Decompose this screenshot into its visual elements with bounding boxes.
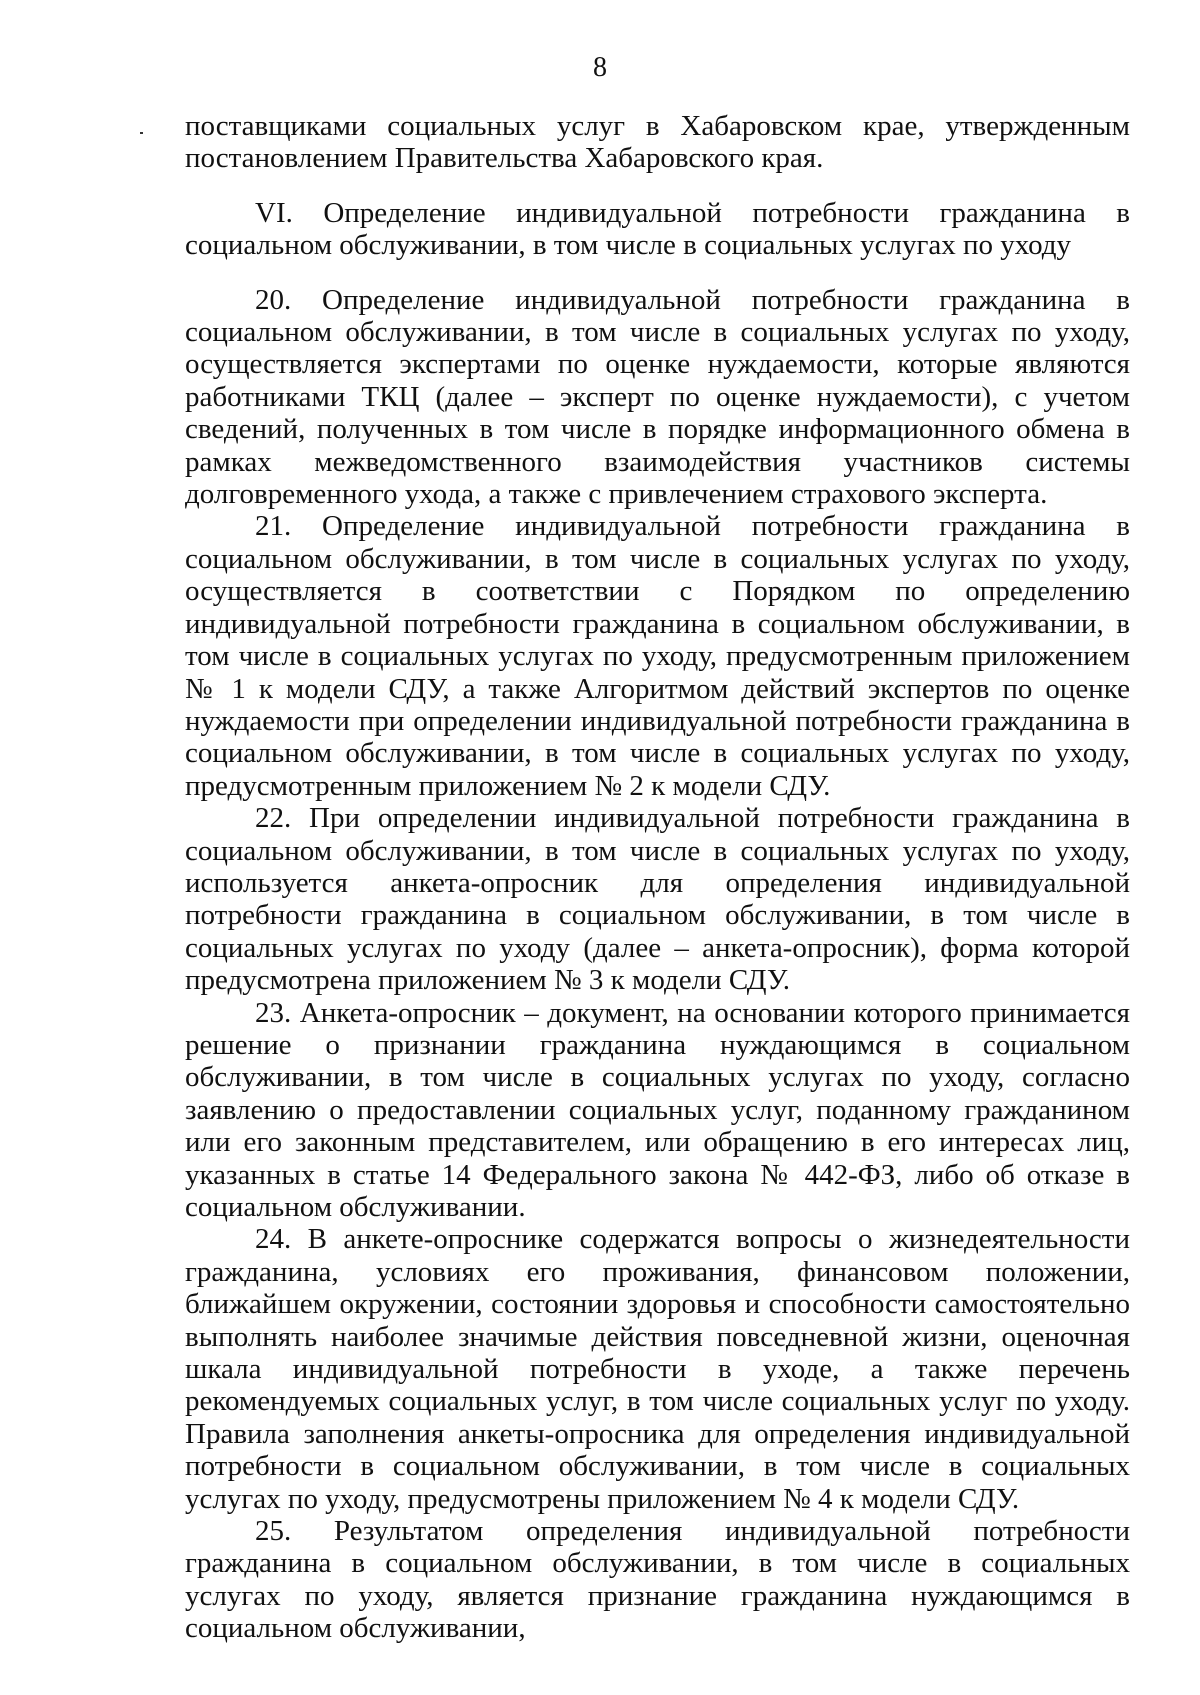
paragraph-24: 24. В анкете-опроснике содержатся вопросы о жизнедеятельности гражданина, условиях его проживания, финансовом положении, ближайшем окружении, состоянии здоровья и способности самостоятельно выполнять наиболее значимые действия повседневной жизни, оценочная шкала индивидуальной потребности в уходе, а также перечень рекомендуемых социальных услуг, в том числе социальных услуг по уходу. Правила заполнения анкеты-опросника для определения индивидуальной потребности в социальном обслуживании, в том числе в социальных услугах по уходу, предусмотрены приложением № 4 к модели СДУ. bbox=[185, 1223, 1130, 1515]
page-number: 8 bbox=[593, 52, 607, 83]
document-body bbox=[185, 110, 1130, 1645]
paragraph-25: 25. Результатом определения индивидуальной потребности гражданина в социальном обслуживании, в том числе в социальных услугах по уходу, является признание гражданина нуждающимся в социальном обслуживании, bbox=[185, 1515, 1130, 1645]
paragraph-22: 22. При определении индивидуальной потребности гражданина в социальном обслуживании, в том числе в социальных услугах по уходу, используется анкета-опросник для определения индивидуальной потребности гражданина в социальном обслуживании, в том числе в социальных услугах по уходу (далее – анкета-опросник), форма которой предусмотрена приложением № 3 к модели СДУ. bbox=[185, 802, 1130, 997]
section-heading: VI. Определение индивидуальной потребности гражданина в социальном обслуживании, в том числе в социальных услугах по уходу bbox=[185, 196, 1130, 262]
scan-speck bbox=[140, 132, 143, 134]
intro-paragraph: поставщиками социальных услуг в Хабаровском крае, утвержденным постановлением Правительства Хабаровского края. bbox=[185, 110, 1130, 175]
paragraph-21: 21. Определение индивидуальной потребности гражданина в социальном обслуживании, в том числе в социальных услугах по уходу, осуществляется в соответствии с Порядком по определению индивидуальной потребности гражданина в социальном обслуживании, в том числе в социальных услугах по уходу, предусмотренным приложением № 1 к модели СДУ, а также Алгоритмом действий экспертов по оценке нуждаемости при определении индивидуальной потребности гражданина в социальном обслуживании, в том числе в социальных услугах по уходу, предусмотренным приложением № 2 к модели СДУ. bbox=[185, 510, 1130, 802]
paragraph-20: 20. Определение индивидуальной потребности гражданина в социальном обслуживании, в том числе в социальных услугах по уходу, осуществляется экспертами по оценке нуждаемости, которые являются работниками ТКЦ (далее – эксперт по оценке нуждаемости), с учетом сведений, полученных в том числе в порядке информационного обмена в рамках межведомственного взаимодействия участников системы долговременного ухода, а также с привлечением страхового эксперта. bbox=[185, 283, 1130, 511]
paragraph-23: 23. Анкета-опросник – документ, на основании которого принимается решение о признании гражданина нуждающимся в социальном обслуживании, в том числе в социальных услугах по уходу, согласно заявлению о предоставлении социальных услуг, поданному гражданином или его законным представителем, или обращению в его интересах лиц, указанных в статье 14 Федерального закона № 442-ФЗ, либо об отказе в социальном обслуживании. bbox=[185, 996, 1130, 1223]
